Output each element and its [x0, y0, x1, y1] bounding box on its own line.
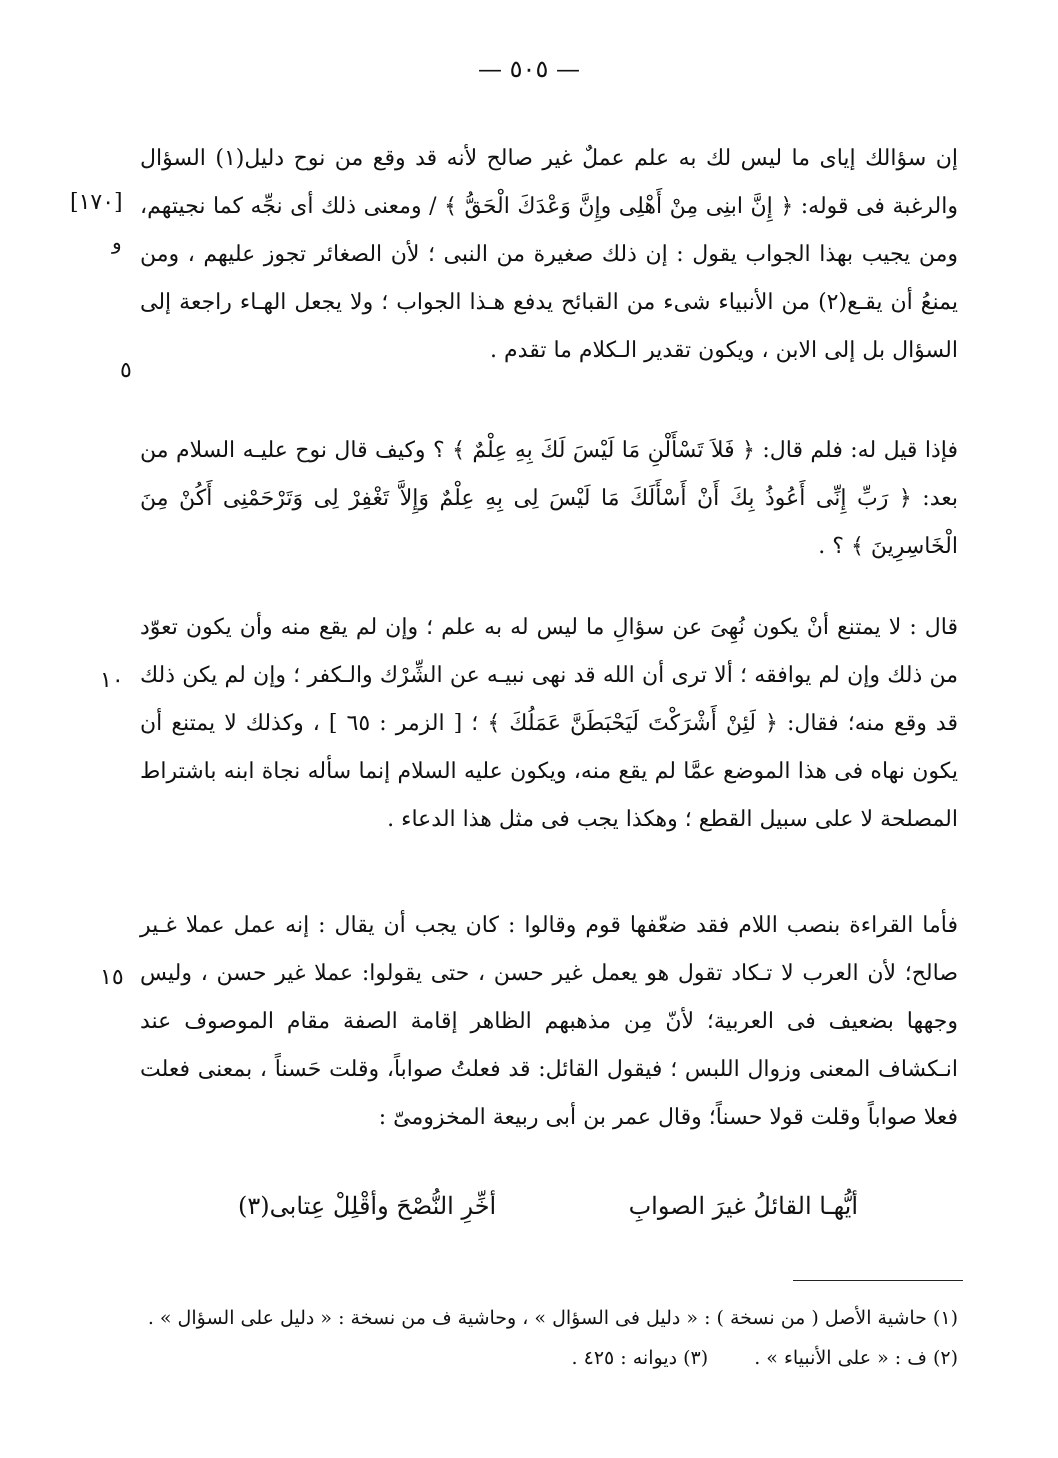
footnote-3: (٣) ديوانه : ٤٢٥ . [571, 1347, 709, 1369]
footnote-2: (٢) ف : « على الأنبياء » . [754, 1347, 958, 1369]
page-number: — ٥٠٥ — [478, 55, 580, 83]
folio-marker: [١٧٠] [70, 190, 123, 215]
paragraph-3: قال : لا يمتنع أنْ يكون نُهِىَ عن سؤالِ ما ليس له به علم ؛ وإن لم يقع منه وأن يكون تعوّد من ذلك وإن لم يوافقه ؛ ألا ترى أن الله قد نهى نبيـه عن الشِّرْك والـكفر ؛ وإن لم يكن ذلك قد وقع منه؛ فقال: ﴿ لَئِنْ أَشْرَكْتَ لَيَحْبَطَنَّ عَمَلُكَ ﴾ ؛ [ الزمر : ٦٥ ] ، وكذلك لا يمتنع أن يكون نهاه فى هذا الموضع عمَّا لم يقع منه، ويكون عليه السلام إنما سأله نجاة ابنه باشتراط المصلحة لا على سبيل القطع ؛ وهكذا يجب فى مثل هذا الدعاء . [140, 615, 958, 832]
verse-hemistich-2: أخِّرِ النُّصْحَ وأقْلِلْ عِتابى(٣) [238, 1192, 497, 1220]
footnotes-line-2 [140, 1338, 958, 1378]
poem-verse [238, 1192, 858, 1220]
line-number-5: ٥ [120, 358, 132, 383]
line-number-10: ١٠ [100, 668, 124, 693]
footnote-1: (١) حاشية الأصل ( من نسخة ) : « دليل فى السؤال » ، وحاشية ف من نسخة : « دليل على السؤال » . [147, 1307, 958, 1329]
paragraph-1: إن سؤالك إياى ما ليس لك به علم عملٌ غير صالح لأنه قد وقع من نوح دليل(١) السؤال والرغبة فى قوله: ﴿ إِنَّ ابنِى مِنْ أَهْلِى وإِنَّ وَعْدَكَ الْحَقُّ ﴾ / ومعنى ذلك أى نجِّه كما نجيتهم، ومن يجيب بهذا الجواب يقول : إن ذلك صغيرة من النبى ؛ لأن الصغائر تجوز عليهم ، ومن يمنعُ أن يقـع(٢) من الأنبياء شىء من القبائح يدفع هـذا الجواب ؛ ولا يجعل الهـاء راجعة إلى السؤال بل إلى الابن ، ويكون تقدير الـكلام ما تقدم . [140, 146, 959, 363]
line-number-15: ١٥ [100, 965, 124, 990]
paragraph-4: فأما القراءة بنصب اللام فقد ضعّفها قوم وقالوا : كان يجب أن يقال : إنه عمل عملا غـير صالح؛ لأن العرب لا تـكاد تقول هو يعمل غير حسن ، حتى يقولوا: عملا غير حسن ، وليس وجهها بضعيف فى العربية؛ لأنّ مِن مذهبهم الظاهر إقامة الصفة مقام الموصوف عند انـكشاف المعنى وزوال اللبس ؛ فيقول القائل: قد فعلتُ صواباً، وقلت حَسناً ، بمعنى فعلت فعلا صواباً وقلت قولا حسناً؛ وقال عمر بن أبى ربيعة المخزومىّ : [140, 913, 959, 1130]
verse-hemistich-1: أيُّهـا القائلُ غيرَ الصوابِ [628, 1192, 858, 1220]
paragraph-2: فإذا قيل له: فلم قال: ﴿ فَلاَ تَسْأَلْنِ مَا لَيْسَ لَكَ بِهِ عِلْمٌ ﴾ ؟ وكيف قال نوح عليـه السلام من بعد: ﴿ رَبِّ إِنِّى أَعُوذُ بِكَ أَنْ أَسْأَلَكَ مَا لَيْسَ لِى بِهِ عِلْمٌ وَإِلاَّ تَغْفِرْ لِى وَتَرْحَمْنِى أَكُنْ مِنَ الْخَاسِرِينَ ﴾ ؟ . [140, 438, 958, 559]
footnote-divider [793, 1280, 963, 1281]
folio-side-marker: و [112, 230, 122, 254]
